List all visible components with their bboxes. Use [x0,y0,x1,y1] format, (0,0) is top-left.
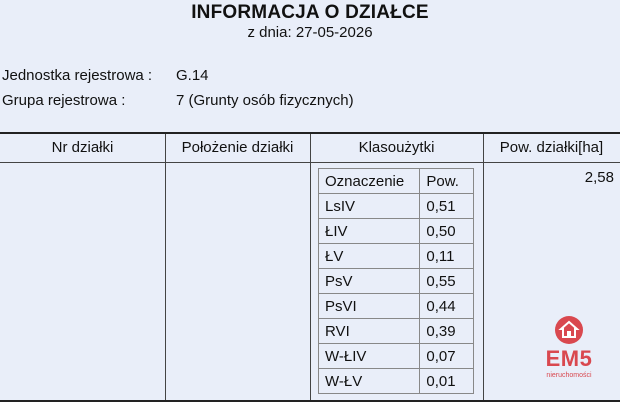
land-class-symbol: PsV [319,269,420,294]
meta-registration-group [2,92,354,109]
land-class-table [318,168,474,394]
land-class-area: 0,44 [420,294,474,319]
header-parcel-number: Nr działki [51,139,114,156]
registration-unit-label: Jednostka rejestrowa : [2,67,153,84]
land-class-row [319,369,474,394]
document-date: z dnia: 27-05-2026 [247,24,373,41]
watermark-logo [534,316,604,386]
land-class-row [319,344,474,369]
land-class-symbol: LsIV [319,194,420,219]
land-class-row [319,319,474,344]
land-class-symbol: RVI [319,319,420,344]
land-class-symbol: W-ŁV [319,369,420,394]
column-divider [483,134,484,402]
land-class-area: 0,39 [420,319,474,344]
land-class-area: 0,55 [420,269,474,294]
registration-group-label: Grupa rejestrowa : [2,92,126,109]
land-class-symbol: ŁV [319,244,420,269]
header-land-classes: Klasoużytki [358,139,435,156]
registration-unit-value: G.14 [176,67,209,84]
header-parcel-area: Pow. działki[ha] [499,139,604,156]
land-class-row [319,194,474,219]
land-class-area: 0,01 [420,369,474,394]
header-parcel-location: Położenie działki [181,139,294,156]
parcel-area-value: 2,58 [584,169,614,186]
land-class-symbol: ŁIV [319,219,420,244]
land-class-row [319,219,474,244]
land-class-row [319,244,474,269]
header-divider [0,162,620,163]
column-divider [165,134,166,402]
house-icon [555,316,583,344]
land-class-area: 0,11 [420,244,474,269]
column-divider [310,134,311,402]
meta-registration-unit [2,67,209,84]
land-class-symbol: PsVI [319,294,420,319]
watermark-brand: EM5 [545,346,593,371]
land-class-header-symbol: Oznaczenie [319,169,420,194]
land-class-symbol: W-ŁIV [319,344,420,369]
registration-group-value: 7 (Grunty osób fizycznych) [176,92,354,109]
land-class-row [319,269,474,294]
land-class-area: 0,50 [420,219,474,244]
land-class-area: 0,07 [420,344,474,369]
land-class-row [319,294,474,319]
watermark-tagline: nieruchomości [546,372,592,379]
land-class-area: 0,51 [420,194,474,219]
land-class-header-area: Pow. [420,169,474,194]
document-title: INFORMACJA O DZIAŁCE [191,2,429,23]
parcel-table [0,132,620,402]
